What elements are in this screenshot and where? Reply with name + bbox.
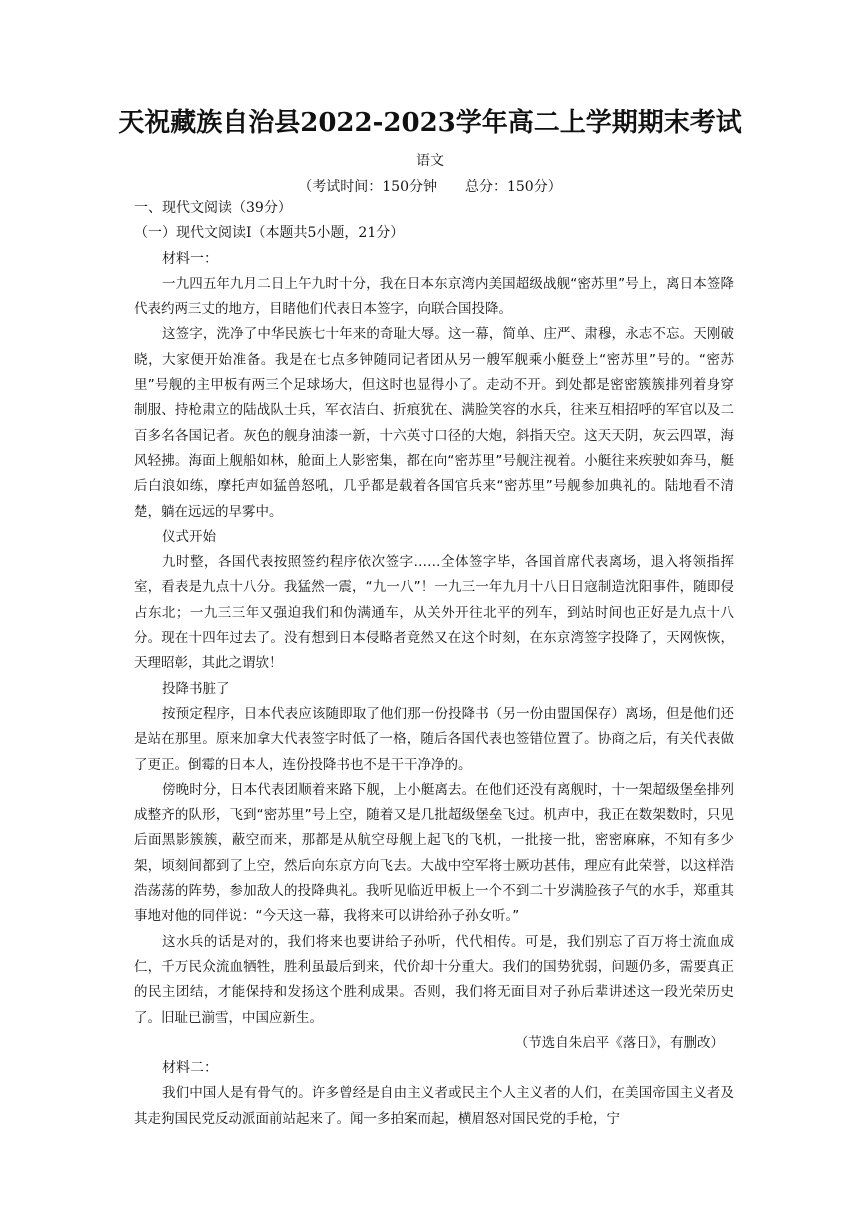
subsection-heading: （一）现代文阅读Ⅰ（本题共5小题，21分） — [134, 225, 405, 242]
paragraph: 一九四五年九月二日上午九时十分，我在日本东京湾内美国超级战舰“密苏里”号上，离日本签降代表约两三丈的地方，目睹他们代表日本签字，向联合国投降。 — [134, 275, 734, 318]
material2-label: 材料二： — [162, 1060, 218, 1077]
exam-body — [134, 196, 734, 1132]
exam-info: （考试时间：150分钟 总分：150分） — [298, 179, 562, 195]
section-heading: 一、现代文阅读（39分） — [134, 200, 292, 216]
exam-title: 天祝藏族自治县2022-2023学年高二上学期期末考试 — [118, 108, 742, 138]
paragraph: 九时整，各国代表按照签约程序依次签字……全体签字毕，各国首席代表离场，退入将领指挥室，看表是九点十八分。我猛然一震，“九一八”！一九三一年九月十八日日寇制造沈阳事件，随即侵占东北；一九三三年又强迫我们和伪满通车，从关外开往北平的列车，到站时间也正好是九点十八分。现在十四年过去了。没有想到日本侵略者竟然又在这个时刻，在东京湾签字投降了，天网恢恢，天理昭彰，其此之谓欤！ — [134, 554, 734, 672]
paragraph: 这签字，洗净了中华民族七十年来的奇耻大辱。这一幕，简单、庄严、肃穆，永志不忘。天刚破晓，大家便开始准备。我是在七点多钟随同记者团从另一艘军舰乘小艇登上“密苏里”号的。“密苏里”号舰的主甲板有两三个足球场大，但这时也显得小了。走动不开。到处都是密密簇簇排列着身穿制服、持枪肃立的陆战队士兵，军衣洁白、折痕犹在、满脸笑容的水兵，往来互相招呼的军官以及二百多名各国记者。灰色的舰身油漆一新，十六英寸口径的大炮，斜指天空。这天天阴，灰云四罩，海风轻拂。海面上舰船如林，舱面上人影密集，都在向“密苏里”号舰注视着。小艇往来疾驶如奔马，艇后白浪如练，摩托声如猛兽怒吼，几乎都是载着各国官兵来“密苏里”号舰参加典礼的。陆地看不清楚，躺在远远的早雾中。 — [134, 326, 734, 520]
paragraph: 傍晚时分，日本代表团顺着来路下舰，上小艇离去。在他们还没有离舰时，十一架超级堡垒排列成整齐的队形，飞到“密苏里”号上空，随着又是几批超级堡垒飞过。机声中，我正在数架数时，只见后面黑影簇簇，蔽空而来，那都是从航空母舰上起飞的飞机，一批接一批，密密麻麻，不知有多少架，顷刻间都到了上空，然后向东京方向飞去。大战中空军将士厥功甚伟，理应有此荣誉，以这样浩浩荡荡的阵势，参加敌人的投降典礼。我听见临近甲板上一个不到二十岁满脸孩子气的水手，郑重其事地对他的同伴说：“今天这一幕，我将来可以讲给孙子孙女听。” — [134, 781, 734, 925]
sub-heading: 仪式开始 — [162, 528, 216, 545]
subject-label: 语文 — [416, 153, 444, 169]
source-citation: （节选自朱启平《落日》，有删改） — [514, 1034, 724, 1051]
sub-heading: 投降书脏了 — [162, 680, 230, 697]
material1-label: 材料一： — [162, 250, 218, 267]
paragraph: 按预定程序，日本代表应该随即取了他们那一份投降书（另一份由盟国保存）离场，但是他们还是站在那里。原来加拿大代表签字时低了一格，随后各国代表也签错位置了。协商之后，有关代表做了更正。倒霉的日本人，连份投降书也不是干干净净的。 — [134, 705, 734, 773]
paragraph: 这水兵的话是对的，我们将来也要讲给子孙听，代代相传。可是，我们别忘了百万将士流血成仁，千万民众流血牺牲，胜利虽最后到来，代价却十分重大。我们的国势犹弱，问题仍多，需要真正的民主团结，才能保持和发扬这个胜利成果。否则，我们将无面目对子孙后辈讲述这一段光荣历史了。旧耻已湔雪，中国应新生。 — [134, 933, 734, 1026]
paragraph: 我们中国人是有骨气的。许多曾经是自由主义者或民主个人主义者的人们，在美国帝国主义者及其走狗国民党反动派面前站起来了。闻一多拍案而起，横眉怒对国民党的手枪，宁 — [134, 1085, 734, 1127]
